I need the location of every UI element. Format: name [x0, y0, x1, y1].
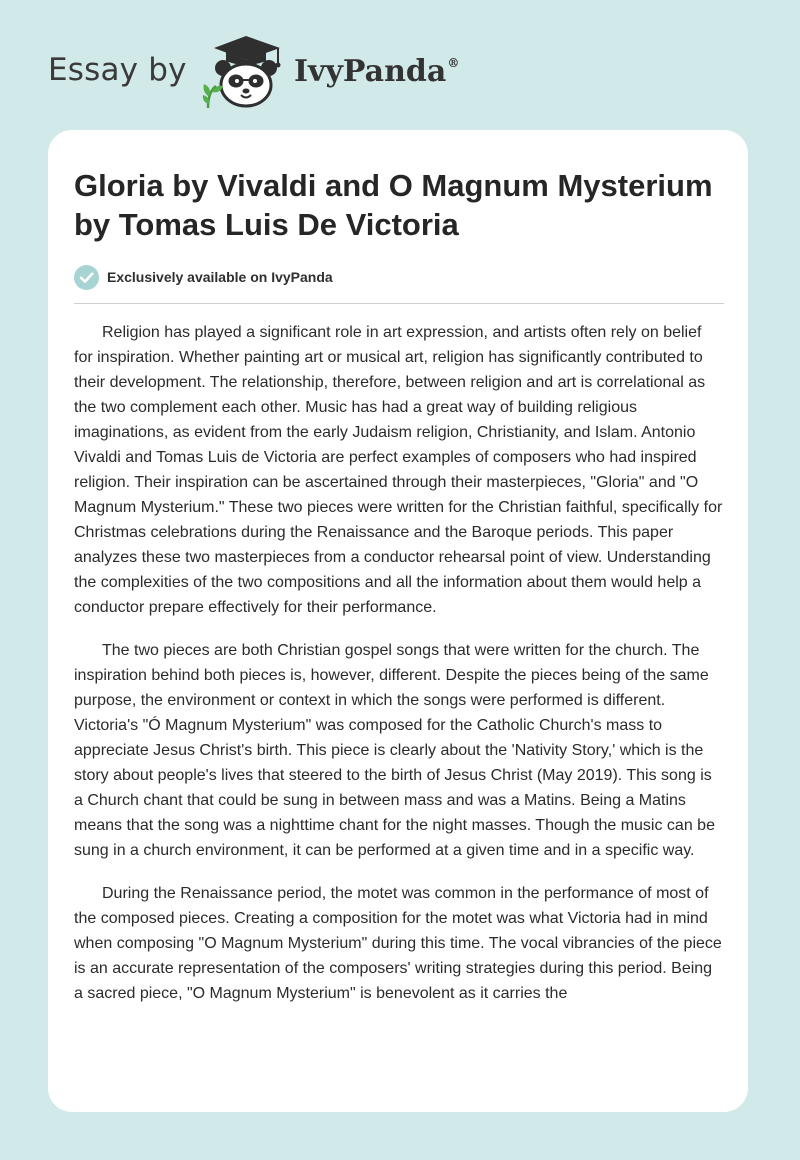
- page-title: Gloria by Vivaldi and O Magnum Mysterium by Tomas Luis De Victoria: [74, 168, 713, 242]
- exclusive-badge: [74, 264, 333, 290]
- paragraph: The two pieces are both Christian gospel songs that were written for the church. The inspiration behind both pieces is, however, different. Despite the pieces being of the same purpose, the environment or context in which the songs were performed is different. Victoria's "Ó Magnum Mysterium" was composed for the Catholic Church's mass to appreciate Jesus Christ's birth. This piece is clearly about the 'Nativity Story,' which is the story about people's lives that steered to the birth of Jesus Christ (May 2019). This song is a Church chant that could be sung in between mass and was a Matins. Being a Matins means that the song was a nighttime chant for the night masses. Though the music can be sung in a church environment, it can be performed at a given time and in a specific way.: [74, 642, 715, 859]
- site-header: [48, 30, 468, 110]
- registered-mark: ®: [447, 56, 460, 70]
- check-circle-icon: [74, 265, 99, 290]
- brand-prefix: Essay by: [48, 52, 187, 88]
- divider: [74, 303, 724, 304]
- essay-body: [74, 320, 724, 1024]
- panda-graduate-icon[interactable]: [202, 34, 290, 110]
- paragraph: During the Renaissance period, the motet was common in the performance of most of the composed pieces. Creating a composition for the motet was what Victoria had in mind when composing "O Magnum Mysterium" during this time. The vocal vibrancies of the piece is an accurate representation of the composers' writing strategies during this period. Being a sacred piece, "O Magnum Mysterium" is benevolent as it carries the: [74, 885, 722, 1002]
- essay-card: [48, 130, 748, 1112]
- badge-text: Exclusively available on IvyPanda: [107, 269, 333, 285]
- brand-name[interactable]: IvyPanda®: [294, 54, 460, 89]
- paragraph: Religion has played a significant role in art expression, and artists often rely on belief for inspiration. Whether painting art or musical art, religion has significantly contributed to their development. The relationship, therefore, between religion and art is correlational as the two complement each other. Music has had a great way of building religious imaginations, as evident from the early Judaism religion, Christianity, and Islam. Antonio Vivaldi and Tomas Luis de Victoria are perfect examples of composers who had inspired religion. Their inspiration can be ascertained through their masterpieces, "Gloria" and "O Magnum Mysterium." These two pieces were written for the Christian faithful, specifically for Christmas celebrations during the Renaissance and the Baroque periods. This paper analyzes these two masterpieces from a conductor rehearsal point of view. Understanding the complexities of the two compositions and all the information about them would help a conductor prepare effectively for their performance.: [74, 324, 723, 616]
